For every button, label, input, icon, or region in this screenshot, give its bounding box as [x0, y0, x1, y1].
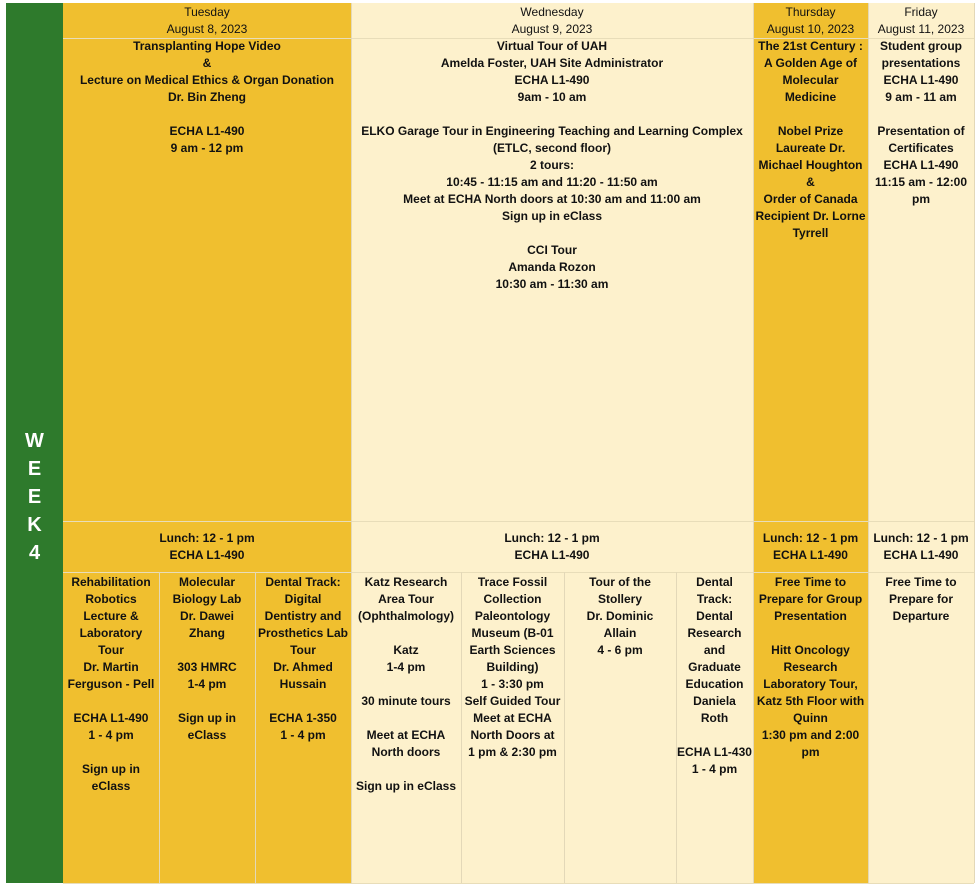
day-name: Thursday	[785, 5, 836, 19]
cell-text-line: Meet at ECHA North doors at 10:30 am and 11:00 am	[403, 192, 701, 206]
grid-line	[461, 572, 462, 883]
cell-text-line: Sign up in eClass	[355, 779, 457, 793]
cell-text-line: Katz	[393, 643, 419, 657]
cell-text-line: &	[806, 175, 815, 189]
cell-text-line: Education	[685, 677, 744, 691]
grid-line	[63, 883, 974, 884]
cell-text-line	[351, 225, 753, 242]
cell-text-line: Lecture on Medical Ethics & Organ Donation	[79, 73, 335, 87]
cell-text-line: Hussain	[279, 677, 327, 691]
day-name: Tuesday	[184, 5, 230, 19]
cell-text-line: Dr. Martin	[83, 660, 139, 674]
week-letter: W	[25, 430, 44, 452]
cell-text-line: Dental	[696, 609, 733, 623]
tuesday-header	[63, 3, 351, 38]
tuesday-afternoon-session-1	[63, 572, 159, 883]
cell-text-line: Laboratory	[79, 626, 143, 640]
cell-text-line: Katz Research	[364, 575, 448, 589]
cell-text-line: ECHA L1-490	[773, 548, 848, 562]
cell-text-line: ELKO Garage Tour in Engineering Teaching and Learning Complex	[361, 124, 743, 138]
cell-text-line: Self Guided Tour	[464, 694, 561, 708]
friday-lunch-cell	[868, 521, 974, 572]
cell-text-line: Lunch: 12 - 1 pm	[159, 531, 255, 545]
grid-line	[868, 3, 869, 883]
friday-header	[868, 3, 974, 38]
cell-text-line: Biology Lab	[172, 592, 242, 606]
cell-text-line	[753, 106, 868, 123]
cell-text-line: Roth	[700, 711, 729, 725]
cell-text-line	[676, 727, 753, 744]
cell-text-line: Stollery	[597, 592, 642, 606]
tuesday-lunch-cell	[63, 521, 351, 572]
cell-text-line: 1 - 4 pm	[280, 728, 326, 742]
cell-text-line: Rehabilitation	[71, 575, 151, 589]
cell-text-line: A Golden Age of	[763, 56, 858, 70]
cell-text-line: 4 - 6 pm	[597, 643, 643, 657]
thursday-afternoon-cell	[753, 572, 868, 883]
cell-text-line: ECHA L1-490	[169, 124, 245, 138]
cell-text-line: Sign up in	[178, 711, 236, 725]
cell-text-line: Departure	[892, 609, 950, 623]
cell-text-line: The 21st Century :	[758, 39, 863, 53]
cell-text-line: 1 pm & 2:30 pm	[468, 745, 557, 759]
grid-line	[676, 572, 677, 883]
cell-text-line: Laboratory Tour,	[763, 677, 858, 691]
week-label	[6, 427, 63, 567]
tuesday-morning-cell	[63, 38, 351, 521]
wednesday-afternoon-session-2	[461, 572, 564, 883]
cell-text-line: 1-4 pm	[187, 677, 227, 691]
cell-text-line: Tour	[98, 643, 124, 657]
thursday-morning-cell	[753, 38, 868, 521]
cell-text-line: Digital	[284, 592, 322, 606]
cell-text-line: 2 tours:	[529, 158, 574, 172]
cell-text-line: 1:30 pm and 2:00	[761, 728, 860, 742]
cell-text-line: ECHA L1-490	[883, 158, 959, 172]
cell-text-line: Student group	[880, 39, 962, 53]
cell-text-line: Research	[687, 626, 742, 640]
cell-text-line: 10:30 am - 11:30 am	[495, 277, 609, 291]
cell-text-line: Dr. Bin Zheng	[168, 90, 246, 104]
cell-text-line: Quinn	[793, 711, 828, 725]
cell-text-line: Amelda Foster, UAH Site Administrator	[440, 56, 664, 70]
cell-text-line: Meet at ECHA	[473, 711, 552, 725]
cell-text-line	[351, 106, 753, 123]
grid-line	[63, 38, 974, 39]
day-name: Friday	[904, 5, 938, 19]
cell-text-line	[351, 710, 461, 727]
day-name: Wednesday	[520, 5, 584, 19]
cell-text-line: Ferguson - Pell	[67, 677, 155, 691]
cell-text-line: ECHA L1-490	[514, 73, 590, 87]
cell-text-line: 1 - 4 pm	[691, 762, 738, 776]
cell-text-line: Daniela	[693, 694, 736, 708]
thursday-lunch-cell	[753, 521, 868, 572]
day-date: August 9, 2023	[511, 22, 593, 36]
wednesday-afternoon-session-4	[676, 572, 753, 883]
cell-text-line: Lunch: 12 - 1 pm	[762, 531, 859, 545]
cell-text-line: ECHA L1-430	[677, 745, 752, 759]
friday-morning-cell	[868, 38, 974, 521]
cell-text-line: Building)	[486, 660, 539, 674]
cell-text-line: Tour	[290, 643, 316, 657]
cell-text-line: Katz 5th Floor with	[756, 694, 865, 708]
thursday-header	[753, 3, 868, 38]
grid-line	[753, 3, 754, 883]
grid-line	[63, 572, 974, 573]
cell-text-line: 1-4 pm	[386, 660, 426, 674]
cell-text-line: Tour of the	[589, 575, 651, 589]
cell-text-line: Certificates	[888, 141, 954, 155]
cell-text-line: Order of Canada	[763, 192, 858, 206]
wednesday-header	[351, 3, 753, 38]
cell-text-line: Free Time to	[885, 575, 957, 589]
grid-line	[351, 3, 352, 883]
cell-text-line: Lunch: 12 - 1 pm	[873, 531, 969, 545]
cell-text-line	[63, 744, 159, 761]
cell-text-line: ECHA L1-490	[883, 548, 959, 562]
cell-text-line: Hitt Oncology	[771, 643, 850, 657]
cell-text-line: Prosthetics Lab	[257, 626, 349, 640]
cell-text-line: Free Time to	[774, 575, 847, 589]
cell-text-line	[63, 106, 351, 123]
cell-text-line: Dental Track:	[265, 575, 341, 589]
cell-text-line: presentations	[881, 56, 961, 70]
grid-line	[564, 572, 565, 883]
friday-afternoon-cell	[868, 572, 974, 883]
cell-text-line: ECHA L1-490	[73, 711, 149, 725]
cell-text-line: Trace Fossil	[477, 575, 548, 589]
cell-text-line: eClass	[187, 728, 227, 742]
cell-text-line	[159, 693, 255, 710]
cell-text-line: Prepare for	[888, 592, 954, 606]
cell-text-line: (Ophthalmology)	[358, 609, 454, 623]
cell-text-line: Allain	[603, 626, 637, 640]
cell-text-line: and	[703, 643, 726, 657]
cell-text-line	[868, 106, 974, 123]
cell-text-line: 9 am - 11 am	[885, 90, 957, 104]
week-letter: E	[27, 486, 42, 508]
cell-text-line: Dental	[696, 575, 733, 589]
cell-text-line: &	[202, 56, 212, 70]
cell-text-line: Presentation	[774, 609, 847, 623]
cell-text-line: Area Tour	[378, 592, 434, 606]
cell-text-line: North Doors at	[470, 728, 555, 742]
week-label-column	[6, 3, 63, 883]
cell-text-line	[63, 693, 159, 710]
cell-text-line: Sign up in eClass	[501, 209, 603, 223]
cell-text-line: Research	[783, 660, 838, 674]
cell-text-line: 1 - 3:30 pm	[481, 677, 544, 691]
cell-text-line: 11:15 am - 12:00	[874, 175, 968, 189]
cell-text-line	[351, 676, 461, 693]
cell-text-line: Track:	[696, 592, 733, 606]
cell-text-line: Sign up in	[82, 762, 140, 776]
cell-text-line: Recipient Dr. Lorne	[755, 209, 866, 223]
cell-text-line: Graduate	[688, 660, 741, 674]
cell-text-line: Prepare for Group	[758, 592, 863, 606]
grid-line	[159, 572, 160, 883]
cell-text-line: Laureate Dr.	[775, 141, 846, 155]
cell-text-line: Molecular	[782, 73, 839, 87]
day-date: August 8, 2023	[166, 22, 248, 36]
cell-text-line: Transplanting Hope Video	[133, 39, 281, 53]
cell-text-line: CCI Tour	[527, 243, 577, 257]
cell-text-line: (ETLC, second floor)	[493, 141, 611, 155]
day-date: August 11, 2023	[877, 22, 965, 36]
cell-text-line: Meet at ECHA	[366, 728, 446, 742]
cell-text-line: Collection	[483, 592, 542, 606]
wednesday-afternoon-session-3	[564, 572, 676, 883]
cell-text-line: Virtual Tour of UAH	[496, 39, 608, 53]
cell-text-line: ECHA L1-490	[883, 73, 959, 87]
cell-text-line: Medicine	[784, 90, 837, 104]
cell-text-line: 30 minute tours	[361, 694, 451, 708]
cell-text-line: Tyrrell	[792, 226, 829, 240]
tuesday-afternoon-session-3	[255, 572, 351, 883]
cell-text-line: North doors	[371, 745, 441, 759]
cell-text-line: Molecular	[178, 575, 235, 589]
cell-text-line: Dentistry and	[264, 609, 342, 623]
cell-text-line: Paleontology	[474, 609, 551, 623]
cell-text-line: Earth Sciences	[469, 643, 556, 657]
cell-text-line: ECHA L1-490	[514, 548, 590, 562]
cell-text-line: 10:45 - 11:15 am and 11:20 - 11:50 am	[446, 175, 658, 189]
cell-text-line: Michael Houghton	[758, 158, 863, 172]
grid-line	[63, 521, 974, 522]
cell-text-line: 1 - 4 pm	[88, 728, 134, 742]
grid-line	[974, 3, 975, 883]
cell-text-line	[351, 761, 461, 778]
grid-line	[255, 572, 256, 883]
cell-text-line: Amanda Rozon	[508, 260, 596, 274]
cell-text-line: ECHA 1-350	[269, 711, 337, 725]
day-date: August 10, 2023	[766, 22, 855, 36]
cell-text-line: Zhang	[189, 626, 225, 640]
week-letter: E	[27, 458, 42, 480]
cell-text-line: eClass	[91, 779, 131, 793]
cell-text-line: Dr. Ahmed	[273, 660, 333, 674]
cell-text-line: Lecture &	[83, 609, 139, 623]
wednesday-afternoon-session-1	[351, 572, 461, 883]
wednesday-morning-cell	[351, 38, 753, 521]
week-letter: K	[27, 514, 42, 536]
cell-text-line: 303 HMRC	[177, 660, 237, 674]
cell-text-line: Presentation of	[877, 124, 965, 138]
cell-text-line: 9am - 10 am	[517, 90, 587, 104]
tuesday-afternoon-session-2	[159, 572, 255, 883]
cell-text-line: Nobel Prize	[777, 124, 844, 138]
cell-text-line: pm	[801, 745, 820, 759]
cell-text-line: Museum (B-01	[471, 626, 554, 640]
cell-text-line: Dr. Dawei	[179, 609, 235, 623]
cell-text-line	[351, 625, 461, 642]
week-letter: 4	[28, 542, 41, 564]
cell-text-line: Dr. Dominic	[586, 609, 654, 623]
cell-text-line	[255, 693, 351, 710]
wednesday-lunch-cell	[351, 521, 753, 572]
cell-text-line: 9 am - 12 pm	[170, 141, 244, 155]
cell-text-line: Robotics	[85, 592, 137, 606]
cell-text-line: pm	[912, 192, 930, 206]
cell-text-line	[753, 625, 868, 642]
cell-text-line	[159, 642, 255, 659]
cell-text-line: ECHA L1-490	[169, 548, 245, 562]
cell-text-line: Lunch: 12 - 1 pm	[504, 531, 600, 545]
